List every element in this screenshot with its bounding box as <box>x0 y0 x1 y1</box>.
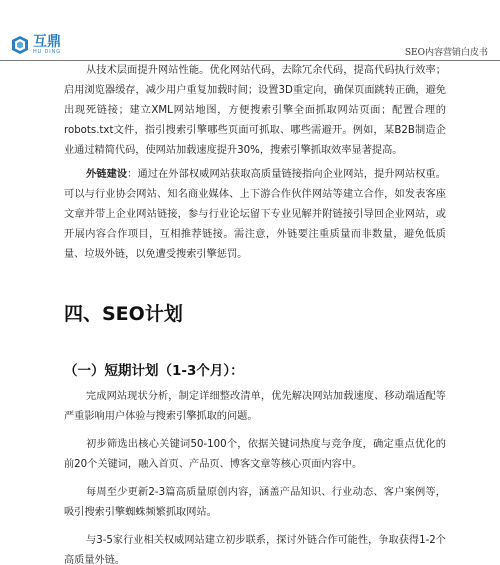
document-title: SEO内容营销白皮书 <box>404 48 488 58</box>
plan-item-3: 每周至少更新2-3篇高质量原创内容，涵盖产品知识、行业动态、客户案例等，吸引搜索引擎蜘蛛频繁抓取网站。 <box>64 487 446 518</box>
link-building-lead: 外链建设 <box>86 169 128 180</box>
section-title: 四、SEO计划 <box>64 303 183 325</box>
plan-item-1: 完成网站现状分析，制定详细整改清单，优先解决网站加载速度、移动端适配等严重影响用户体验与搜索引擎抓取的问题。 <box>64 391 446 422</box>
logo-chinese-text: 互鼎 <box>33 34 61 50</box>
link-building-body: ：通过在外部权威网站获取高质量链接指向企业网站，提升网站权重。可以与行业协会网站、知名商业媒体、上下游合作伙伴网站等建立合作，如发表客座文章并带上企业网站链接，参与行业论坛留下专业见解并附链接引导回企业网站，或开展内容合作项目，互相推荐链接。需注意，外链要注重质量而非数量，避免低质量、垃圾外链，以免遭受搜索引擎惩罚。 <box>64 169 446 260</box>
cube-logo-icon <box>10 35 30 55</box>
brand-logo <box>10 34 61 56</box>
paragraph-technical: 从技术层面提升网站性能。优化网站代码，去除冗余代码，提高代码执行效率；启用浏览器缓存，减少用户重复加载时间；设置3D重定向，确保页面跳转正确，避免出现死链接；建立XML网站地图，方便搜索引擎全面抓取网站页面；配置合理的robots.txt文件，指引搜索引擎哪些页面可抓取、哪些需避开。例如，某B2B制造企业通过精简代码，使网站加载速度提升30%，搜索引擎抓取效率显著提高。 <box>64 65 446 156</box>
plan-item-2: 初步筛选出核心关键词50-100个，依据关键词热度与竞争度，确定重点优化的前20个关键词，融入首页、产品页、博客文章等核心页面内容中。 <box>64 439 446 470</box>
plan-item-4: 与3-5家行业相关权威网站建立初步联系，探讨外链合作可能性，争取获得1-2个高质量外链。 <box>64 535 446 565</box>
page-content <box>64 61 446 565</box>
subsection-title: （一）短期计划（1-3个月）： <box>64 363 244 379</box>
paragraph-link-building <box>64 165 446 265</box>
logo-english-text: HU DING <box>33 49 62 55</box>
page-header <box>0 0 500 62</box>
